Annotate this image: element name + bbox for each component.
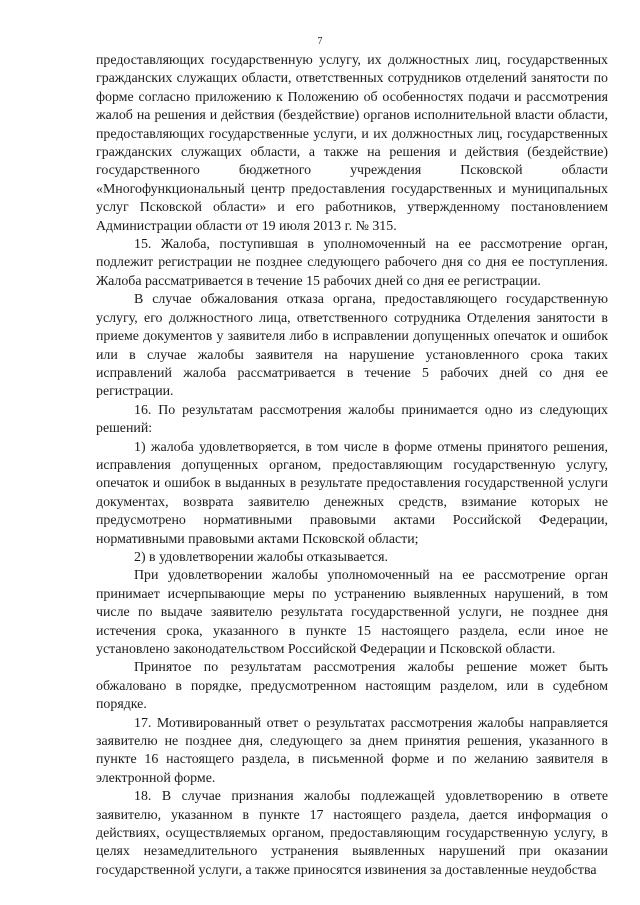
- paragraph-appendix-reference: предоставляющих государственную услугу, их должностных лиц, государственных гражданских служащих области, ответственных сотрудников отделений занятости по форме согласно приложению к Положению об особенностях подачи и рассмотрения жалоб на решения и действия (бездействие) органов исполнительной власти области, предоставляющих государственные услуги, и их должностных лиц, государственных гражданских служащих области, а также на решения и действия (бездействие) государственного бюджетного учреждения Псковской области «Многофункциональный центр предоставления государственных и муниципальных услуг Псковской области» и его работников, утвержденному постановлением Администрации области от 19 июля 2013 г. № 315.: [96, 53, 608, 234]
- paragraph-16-item-2: 2) в удовлетворении жалобы отказывается.: [134, 549, 388, 565]
- paragraph-18: 18. В случае признания жалобы подлежащей удовлетворению в ответе заявителю, указанном в пункте 17 настоящего раздела, дается информация о действиях, осуществляемых органом, предоставляющим государственную услугу, в целях незамедлительного устранения выявленных нарушений при оказании государственной услуги, а также приносятся извинения за доставленные неудобства: [96, 789, 608, 878]
- paragraph-16: 16. По результатам рассмотрения жалобы принимается одно из следующих решений:: [96, 402, 608, 437]
- page-number: 7: [317, 36, 323, 47]
- paragraph-satisfaction-measures: При удовлетворении жалобы уполномоченный на ее рассмотрение орган принимает исчерпывающие меры по устранению выявленных нарушений, в том числе по выдаче заявителю результата государственной услуги, не позднее дня истечения срока, указанного в пункте 15 настоящего раздела, если иное не установлено законодательством Российской Федерации и Псковской области.: [96, 568, 608, 657]
- paragraph-refusal-appeal: В случае обжалования отказа органа, предоставляющего государственную услугу, его должностного лица, ответственного сотрудника Отделения занятости в приеме документов у заявителя либо в исправлении допущенных опечаток и ошибок или в случае жалобы заявителя на нарушение установленного срока таких исправлений жалоба рассматривается в течение 5 рабочих дней со дня ее регистрации.: [96, 292, 608, 400]
- paragraph-16-item-1: 1) жалоба удовлетворяется, в том числе в форме отмены принятого решения, исправления допущенных органом, предоставляющим государственную услугу, опечаток и ошибок в выданных в результате предоставления государственной услуги документах, возврата заявителю денежных средств, взимание которых не предусмотрено нормативными правовыми актами Российской Федерации, нормативными правовыми актами Псковской области;: [96, 439, 608, 547]
- paragraph-decision-appeal: Принятое по результатам рассмотрения жалобы решение может быть обжаловано в порядке, предусмотренном настоящим разделом, или в судебном порядке.: [96, 660, 608, 713]
- paragraph-17: 17. Мотивированный ответ о результатах рассмотрения жалобы направляется заявителю не позднее дня, следующего за днем принятия решения, указанного в пункте 16 настоящего раздела, в письменной форме и по желанию заявителя в электронной форме.: [96, 715, 608, 786]
- paragraph-15: 15. Жалоба, поступившая в уполномоченный на ее рассмотрение орган, подлежит регистрации не позднее следующего рабочего дня со дня ее поступления. Жалоба рассматривается в течение 15 рабочих дней со дня ее регистрации.: [96, 237, 608, 289]
- document-body: [96, 52, 608, 880]
